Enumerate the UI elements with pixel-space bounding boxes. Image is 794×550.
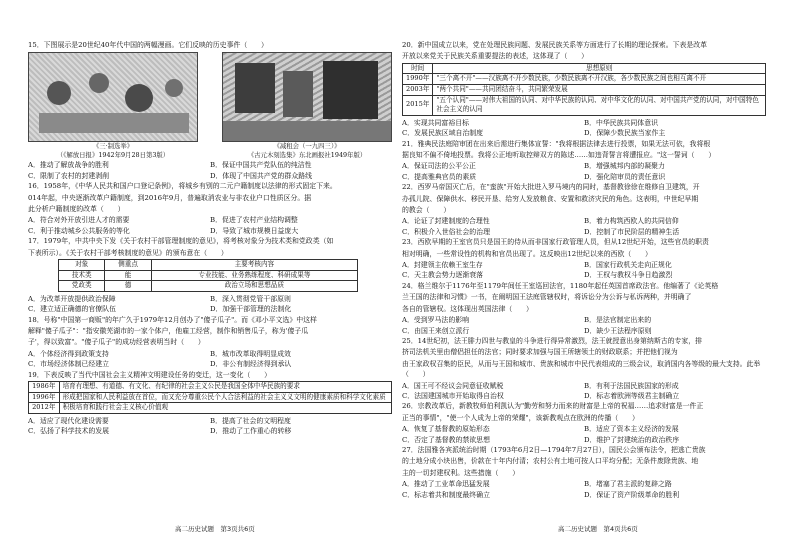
q16-stem-2: 014年起，中央逐渐改革户籍制度，到2016年9月，普遍取消农业与非农业户口性质区分。据	[28, 193, 312, 202]
table-cell: "五个认同"——对伟大祖国的认同、对中华民族的认同、对中华文化的认同、对中国共产党的认同，对中国特色社会主义的认同	[433, 95, 766, 115]
question-21	[402, 139, 766, 183]
table-header-cell: 时间	[403, 63, 433, 74]
cartoon-2-title: 《减租会（一九四三）》	[273, 142, 341, 151]
cartoon-2-source: 《古元木刻选集》东北画报社1949年版）	[247, 151, 367, 160]
q27-options-row2	[402, 490, 766, 500]
q19-options-row2	[28, 426, 392, 436]
q17-option-d[interactable]: D．加强干部管理的法制化	[210, 305, 292, 314]
q25-stem-3: 由王家政权召集的臣民，从而与王国和城市、贵族和城市中民代表组成的三级会议，取消国内各等级的最大支持。此举（ ）	[402, 359, 761, 379]
table-cell: 培育有理想、有道德、有文化、有纪律的社会主义公民是我国全体中华民族的要求	[59, 382, 391, 393]
q18-option-a[interactable]: A．个体经济得到政策支持	[28, 349, 109, 358]
q20-stem-2: 开放以来党关于民族关系重要提法的表述，这体现了（ ）	[402, 52, 589, 61]
q20-stem-1: 20．新中国成立以来，党在处理民族问题、发展民族关系等方面进行了长期的理论探索。下表是改革	[402, 41, 708, 49]
q22-option-b[interactable]: B．着力构筑西欧人的共同信仰	[584, 217, 679, 226]
table-row	[59, 281, 358, 292]
q19-option-d[interactable]: D．推动了工作重心的转移	[210, 427, 292, 436]
q26-options-row2	[402, 435, 766, 445]
q26-option-a[interactable]: A．恢复了基督教的原始形态	[402, 425, 490, 434]
table-cell: 1990年	[403, 74, 433, 85]
q27-option-a[interactable]: A．推动了工业革命迅猛发展	[402, 480, 490, 489]
q23-stem-1: 23．西欧早期的王室官员只是国王的侍从而非国家行政管理人员，但从12世纪开始，这些官员的职责	[402, 238, 709, 247]
right-column	[402, 40, 766, 500]
q21-options-row2	[402, 172, 766, 182]
q16-option-b[interactable]: B．促进了农村产业结构调整	[210, 216, 298, 225]
q23-stem-2: 相对明确，一些常设性的机构和官员出现了。这反映出12世纪以来的西欧（ ）	[402, 249, 652, 258]
q22-option-c[interactable]: C．积极介入世俗社会的治理	[402, 227, 490, 236]
q20-option-b[interactable]: B．中华民族共同体意识	[584, 118, 658, 127]
q17-table-header	[59, 260, 358, 271]
q18-option-c[interactable]: C．市场经济体制已经建立	[28, 360, 110, 369]
table-cell: 政治立场和思想品质	[151, 281, 357, 292]
left-column	[28, 40, 392, 437]
q20-option-c[interactable]: C．发展民族区域自治制度	[402, 129, 484, 138]
q25-option-a[interactable]: A．国王可不经议会同意征收赋税	[402, 381, 504, 390]
q20-table-header	[403, 63, 766, 74]
q24-stem-3: 各自的管辖权。这体现出英国法律（ ）	[402, 304, 533, 313]
q20-options-row1	[402, 118, 766, 128]
q27-stem-1: 27．法国雅各宾派统治时期（1793年6月2日—1794年7月27日），国民公会颁布法令，把逃亡贵族	[402, 445, 706, 454]
cartoon-2-block	[222, 52, 392, 160]
table-row	[29, 382, 392, 393]
q16-stem-3: 此分析户籍制度的改革（ ）	[28, 205, 125, 214]
q15-stem: 15．下图展示是20世纪40年代中国的两幅漫画。它们反映的历史事件（ ）	[28, 41, 268, 49]
q23-options-row1	[402, 260, 766, 270]
q15-option-b[interactable]: B．保证中国共产党队伍的纯洁性	[210, 161, 312, 170]
question-26	[402, 401, 766, 445]
q23-option-b[interactable]: B．国家行政机关走向正规化	[584, 261, 672, 270]
question-17	[28, 236, 392, 314]
q17-option-c[interactable]: C．建立适正确德的官僚队伍	[28, 305, 116, 314]
q16-option-c[interactable]: C．利于推动城乡公共服务的等化	[28, 226, 130, 235]
q26-option-c[interactable]: C．否定了基督教的禁欲思想	[402, 435, 490, 444]
q16-stem-1: 16．1958年，《中华人民共和国户口登记条例》，将城乡有别的二元户籍制度以法律的形式固定下来。	[28, 182, 337, 191]
q20-option-a[interactable]: A．实现共同富裕目标	[402, 118, 469, 127]
q27-option-c[interactable]: C．标志着共和制度最终确立	[402, 490, 490, 499]
question-24	[402, 281, 766, 336]
q22-stem-1: 22．西罗马帝国灭亡后，在"蛮族"开始大批进入罗马境内的同时，基督教徐徐在维修自卫建筑，开	[402, 183, 700, 192]
q19-stem: 19．下表反映了当代中国社会主义精神文明建设任务的变迁，这一变化（ ）	[28, 370, 272, 379]
q18-stem-3: 子'，得以致富"。"傻子瓜子"的成功经营表明当时（ ）	[28, 338, 205, 347]
q23-option-c[interactable]: C．天主教会势力逐渐衰落	[402, 271, 484, 280]
q16-option-d[interactable]: D．导致了城市规模日益庞大	[210, 226, 299, 235]
table-cell: 积极培育和践行社会主义核心价值观	[59, 403, 391, 414]
q19-options-row1	[28, 416, 392, 426]
q19-option-b[interactable]: B．提高了社会的文明程度	[210, 416, 291, 425]
q17-stem-2: 下表所示）。《关于农村干部考核制度的意见》的颁布意在（ ）	[28, 248, 228, 257]
q24-options-row2	[402, 326, 766, 336]
table-cell: 1996年	[29, 392, 60, 403]
q26-option-d[interactable]: D．维护了封建统治的政治秩序	[584, 435, 680, 444]
table-row	[29, 392, 392, 403]
q18-option-b[interactable]: B．城市改革取得明显成效	[210, 349, 291, 358]
table-row	[59, 270, 358, 281]
table-row	[29, 403, 392, 414]
table-cell: "两个共同"——共同团结奋斗，共同繁荣发展	[433, 85, 766, 96]
cartoon-1-title: 《三·制选举》	[92, 142, 134, 151]
q23-options-row2	[402, 270, 766, 280]
q15-option-d[interactable]: D．体现了中国共产党的群众路线	[210, 171, 312, 180]
q17-stem-1: 17．1979年，中共中央下发《关于农村干部管理制度的意见》，将考核对象分为技术类和党政类（如	[28, 237, 334, 246]
page-footer-right: 高二历史试题 第4页共6页	[558, 525, 638, 533]
q21-option-a[interactable]: A．保证司法的公平公正	[402, 162, 476, 171]
question-18	[28, 315, 392, 370]
q25-options-row2	[402, 391, 766, 401]
q24-stem-1: 24．格兰维尔于1176年至1179年间任王室巡回法官，1180年起任英国首席政法官。他编著了《论英格	[402, 281, 719, 290]
q24-option-b[interactable]: B．是法官制定出来的	[584, 316, 652, 325]
q27-stem-2: 的土地分成小块出售，价款在十年内付清；农村公有土地可按人口平均分配；无条件废除贵族、地	[402, 457, 699, 466]
q20-option-d[interactable]: D．保障少数民族当家作主	[584, 129, 666, 138]
q19-option-c[interactable]: C．弘扬了科学技术的发展	[28, 427, 110, 436]
q24-option-d[interactable]: D．缺少王法程序原则	[584, 326, 652, 335]
q26-options-row1	[402, 424, 766, 434]
table-cell: 专业技能、业务熟练程度、科研成果等	[151, 270, 357, 281]
q22-option-a[interactable]: A．论证了封建制度的合理性	[402, 217, 490, 226]
q27-stem-3: 主的一切封建权利。这些措施（ ）	[402, 468, 520, 477]
q18-stem-1: 18．号称"中国第一商贩"的年广久于1979年12月创办了"傻子瓜子"。而《邓小平文选》中这样	[28, 315, 317, 324]
q20-table	[402, 63, 766, 116]
table-cell: 党政类	[59, 281, 105, 292]
table-cell: 德	[105, 281, 151, 292]
q24-option-a[interactable]: A．受到罗马法的影响	[402, 316, 469, 325]
question-27	[402, 445, 766, 500]
table-cell: 技术类	[59, 270, 105, 281]
q18-options-row1	[28, 349, 392, 359]
table-cell: 能	[105, 270, 151, 281]
q25-option-c[interactable]: C．法国建国城市开始取得自治权	[402, 391, 504, 400]
q22-option-d[interactable]: D．控制了市民阶层的精神生活	[584, 227, 680, 236]
q22-stem-2: 办孤儿院、保障供水、移民开垦、给穷人发放粮食、安置和救济灾民的角色。这表明，中世纪早期	[402, 194, 699, 203]
q15-options-row1	[28, 160, 392, 170]
q17-option-a[interactable]: A．为改革开放提供政治保障	[28, 294, 116, 303]
q27-options-row1	[402, 479, 766, 489]
q24-option-c[interactable]: C．由国王来创立派行	[402, 326, 470, 335]
table-header-cell: 侧重点	[105, 260, 151, 271]
table-row	[403, 85, 766, 96]
q25-stem-2: 挤司法机关里由僧侣担任的法官；同时要求加强与国王所辖领土的财政联系；并把他们视为	[402, 348, 678, 357]
question-22	[402, 182, 766, 237]
table-cell: 2012年	[29, 403, 60, 414]
q21-stem-1: 21．雅典民法庭陪审团在出来后需进行集体宣誓："我将根据法律去进行投票，如果无法可依，我将根	[402, 139, 711, 148]
cartoon-1-block	[28, 52, 198, 160]
q23-option-d[interactable]: D．王权与教权斗争日趋激烈	[584, 271, 673, 280]
q22-options-row1	[402, 216, 766, 226]
q27-option-d[interactable]: D．保证了资产阶级革命的胜利	[584, 490, 680, 499]
table-cell: "三个离不开"——汉族离不开少数民族，少数民族离不开汉族，各少数民族之间也相互离不开	[433, 74, 766, 85]
q20-options-row2	[402, 128, 766, 138]
table-header-cell: 主要考核内容	[151, 260, 357, 271]
table-cell: 2003年	[403, 85, 433, 96]
cartoon-1-image	[28, 52, 198, 142]
q21-options-row1	[402, 161, 766, 171]
q22-stem-3: 的教会（ ）	[402, 206, 451, 215]
q25-option-b[interactable]: B．有利于法国民族国家的形成	[584, 381, 679, 390]
q21-option-c[interactable]: C．提高雅典官员的素质	[402, 172, 477, 181]
cartoon-1-source: （《解放日报》1942年9月28日第3版）	[56, 151, 170, 160]
q18-option-d[interactable]: D．非公有制经济得到承认	[210, 360, 292, 369]
q15-option-a[interactable]: A．推动了解放战争的胜利	[28, 161, 109, 170]
question-23	[402, 237, 766, 281]
q15-pictures	[28, 52, 392, 160]
q17-options-row2	[28, 304, 392, 314]
q22-options-row2	[402, 227, 766, 237]
q17-option-b[interactable]: B．深入贯彻党管干部原则	[210, 294, 291, 303]
q21-option-d[interactable]: D．强化陪审员的责任意识	[584, 172, 666, 181]
page-footer-left: 高二历史试题 第3页共6页	[175, 525, 255, 533]
q25-options-row1	[402, 381, 766, 391]
question-20	[402, 40, 766, 139]
q26-stem-2: 正当的事情"，"使一个人成为上帝的荣耀"，该新教观点在欧洲的传播（ ）	[402, 413, 639, 422]
cartoon-2-image	[222, 52, 392, 142]
table-header-cell: 思想原则	[433, 63, 766, 74]
q18-stem-2: 解释"傻子瓜子"："指安徽芜湖市的一家个体户，他雇工经营，制作和销售瓜子，称为'傻子瓜	[28, 327, 309, 336]
q17-options-row1	[28, 294, 392, 304]
question-19	[28, 370, 392, 437]
q24-options-row1	[402, 315, 766, 325]
question-25	[402, 336, 766, 401]
table-cell: 1986年	[29, 382, 60, 393]
q21-stem-2: 据良知不偏不倚地投票。我将公正地听取控辩双方的陈述……如违背誓言将遭报应。"这一誓词（ ）	[402, 151, 716, 159]
q27-option-b[interactable]: B．堵塞了君主派的复辟之路	[584, 480, 672, 489]
q18-options-row2	[28, 359, 392, 369]
q15-options-row2	[28, 171, 392, 181]
q19-table	[28, 381, 392, 414]
q26-option-b[interactable]: B．适应了资本主义经济的发展	[584, 425, 679, 434]
table-row	[403, 74, 766, 85]
q17-table	[58, 259, 358, 292]
question-15	[28, 40, 392, 181]
q16-options-row1	[28, 215, 392, 225]
table-cell: 2015年	[403, 95, 433, 115]
q16-options-row2	[28, 226, 392, 236]
q25-stem-1: 25．14世纪初，法王腓力四世与教皇的斗争进行得异常激烈，法王就授意出身第纳斯古的专家，排	[402, 336, 703, 345]
question-16	[28, 181, 392, 236]
table-header-cell: 对象	[59, 260, 105, 271]
q24-stem-2: 兰王国的法律和习惯》一书，在阐明国王法庭管辖权时，将诉讼分为公诉与私诉两种，并明确了	[402, 293, 692, 302]
q21-option-b[interactable]: B．增强城邦内部的凝聚力	[584, 162, 665, 171]
table-cell: 形成把国家和人民利益放在首位，而又充分尊重公民个人合法利益的社会主义义文明的健康素质和科学文化素质	[59, 392, 391, 403]
q15-option-c[interactable]: C．限制了农村的封建剥削	[28, 171, 110, 180]
table-row	[403, 95, 766, 115]
q23-option-a[interactable]: A．封建领主依赖王室生存	[402, 261, 483, 270]
q19-option-a[interactable]: A．适应了现代化建设需要	[28, 416, 109, 425]
q25-option-d[interactable]: D．标志着欧洲等级君主制确立	[584, 391, 680, 400]
q16-option-a[interactable]: A．符合对外开放引进人才的需要	[28, 216, 130, 225]
q26-stem-1: 26．宗教改革后，新教牧师伯利凯认为"勤劳和努力而来的财富是上帝的祝福……追求财富是一件正	[402, 402, 704, 411]
